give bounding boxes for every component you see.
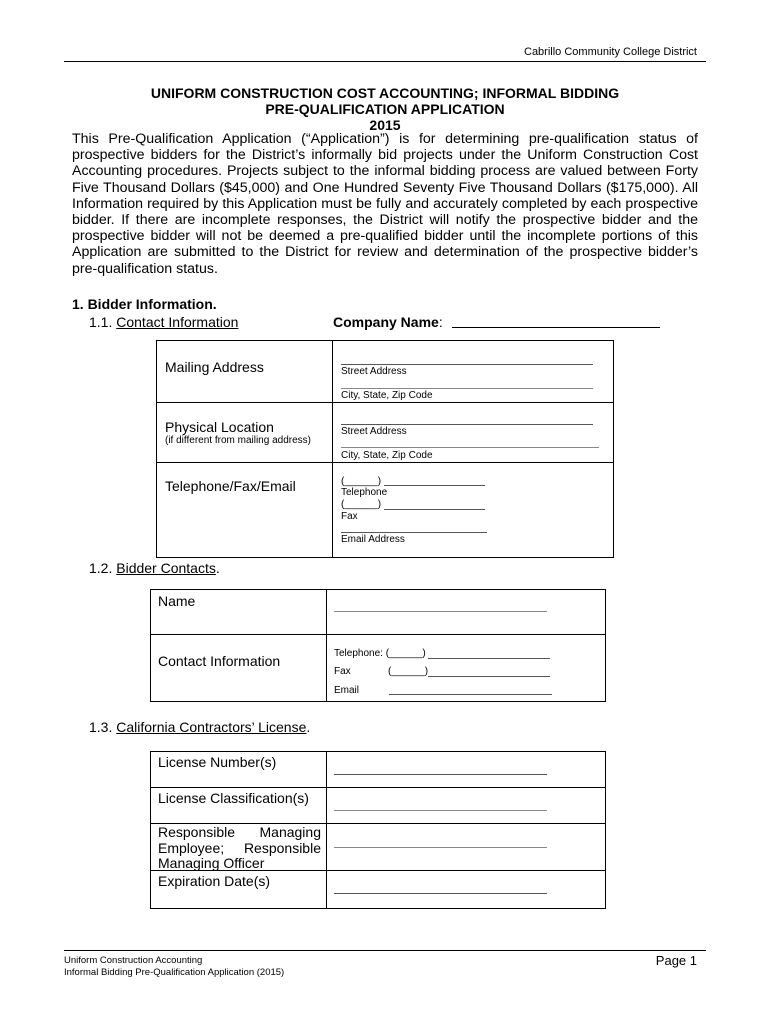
responsible-line-1 [158,825,321,841]
street-address-caption: Street Address [341,366,407,377]
footer-divider [64,950,706,951]
fax-area-code: (______) [341,499,382,510]
responsible-word: Responsible [158,824,236,840]
company-name-field[interactable] [452,327,660,328]
table-divider [326,589,327,701]
contact-information-label: Contact Information [158,653,281,669]
managing-word: Managing [259,824,321,840]
contact-email-caption: Email [334,685,360,696]
intro-paragraph: This Pre-Qualification Application (“Application”) is for determining pre-qualification status of prospective bidders for the District’s informally bid projects under the Uniform Construction Cost Accounting procedures. Projects subject to the informal bidding process are valued between Forty Five Thousand Dollars ($45,000) and One Hundred Seventy Five Thousand Dollars ($175,000). All Information required by this Application must be fully and accurately completed by each prospective bidder. If there are incomplete responses, the District will notify the prospective bidder and the prospective bidder will not be deemed a pre-qualified bidder until the incomplete portions of this Application are submitted to the District for review and determination of the prospective bidder’s pre-qualification status. [72,131,698,277]
contact-info-title: Contact Information [116,314,239,330]
telephone-field[interactable] [384,485,485,486]
document-subtitle: PRE-QUALIFICATION APPLICATION [265,101,505,117]
license-period: . [306,719,311,735]
employee-word: Employee; [158,839,225,856]
document-title: UNIFORM CONSTRUCTION COST ACCOUNTING; INFORMAL BIDDING [150,85,620,101]
table-divider [332,340,333,557]
contact-fax-field[interactable] [428,676,550,677]
license-heading [89,719,310,735]
contact-name-label: Name [158,593,196,609]
contact-telephone-caption: Telephone: (______) [334,648,426,659]
district-name: Cabrillo Community College District [524,46,697,58]
page-number: Page 1 [655,953,697,968]
section-heading: 1. Bidder Information. [72,296,217,312]
contact-info-heading [89,314,238,330]
contact-info-number: 1.1. [89,314,113,330]
physical-street-caption: Street Address [341,426,407,437]
license-classification-field[interactable] [334,810,547,811]
table-row-divider [150,634,606,635]
physical-city-field[interactable] [341,447,599,448]
expiration-date-label: Expiration Date(s) [158,873,271,889]
responsible-word-2: Responsible [243,839,321,856]
bidder-contacts-number: 1.2. [89,560,113,576]
telephone-caption: Telephone [341,487,388,498]
fax-caption: Fax [341,511,358,522]
fax-field[interactable] [384,509,485,510]
license-title: California Contractors’ License [116,719,307,735]
company-name-label [333,314,443,330]
managing-officer-text: Managing Officer [158,855,265,871]
contact-fax-caption: Fax [334,666,351,677]
license-number-prefix: 1.3. [89,719,113,735]
physical-location-label: Physical Location [165,419,274,435]
company-name-text: Company Name [333,314,439,330]
physical-location-note: (if different from mailing address) [165,435,311,446]
responsible-managing-label [158,825,321,872]
bidder-contacts-period: . [215,560,220,576]
contact-telephone-field[interactable] [428,658,550,659]
mailing-address-label: Mailing Address [165,359,264,375]
email-address-caption: Email Address [341,534,405,545]
license-number-label: License Number(s) [158,754,277,770]
header-divider [64,61,706,62]
responsible-line-2 [158,841,321,857]
physical-street-field[interactable] [341,424,593,425]
table-row-divider [150,787,606,788]
email-field[interactable] [341,532,487,533]
table-divider [326,751,327,908]
document-year: 2015 [369,117,401,133]
license-classification-label: License Classification(s) [158,790,309,806]
contact-fax-area-code: (______) [388,666,429,677]
table-row-divider [156,462,614,463]
city-state-zip-field[interactable] [341,388,593,389]
table-row-divider [156,402,614,403]
bidder-contacts-heading [89,560,220,576]
contact-email-field[interactable] [389,694,552,695]
bidder-contacts-title: Bidder Contacts [116,560,216,576]
footer-line-2: Informal Bidding Pre-Qualification Application (2015) [64,967,285,978]
contact-name-field[interactable] [334,611,547,612]
footer-line-1: Uniform Construction Accounting [64,955,203,966]
responsible-managing-field[interactable] [334,847,547,848]
bidder-contacts-table [150,589,606,702]
city-state-zip-caption: City, State, Zip Code [341,390,433,401]
telephone-fax-email-label: Telephone/Fax/Email [165,478,296,494]
company-name-colon: : [438,314,443,330]
license-number-field[interactable] [334,774,547,775]
telephone-area-code: (______) [341,476,382,487]
street-address-field[interactable] [341,364,593,365]
expiration-date-field[interactable] [334,893,547,894]
physical-city-caption: City, State, Zip Code [341,450,433,461]
